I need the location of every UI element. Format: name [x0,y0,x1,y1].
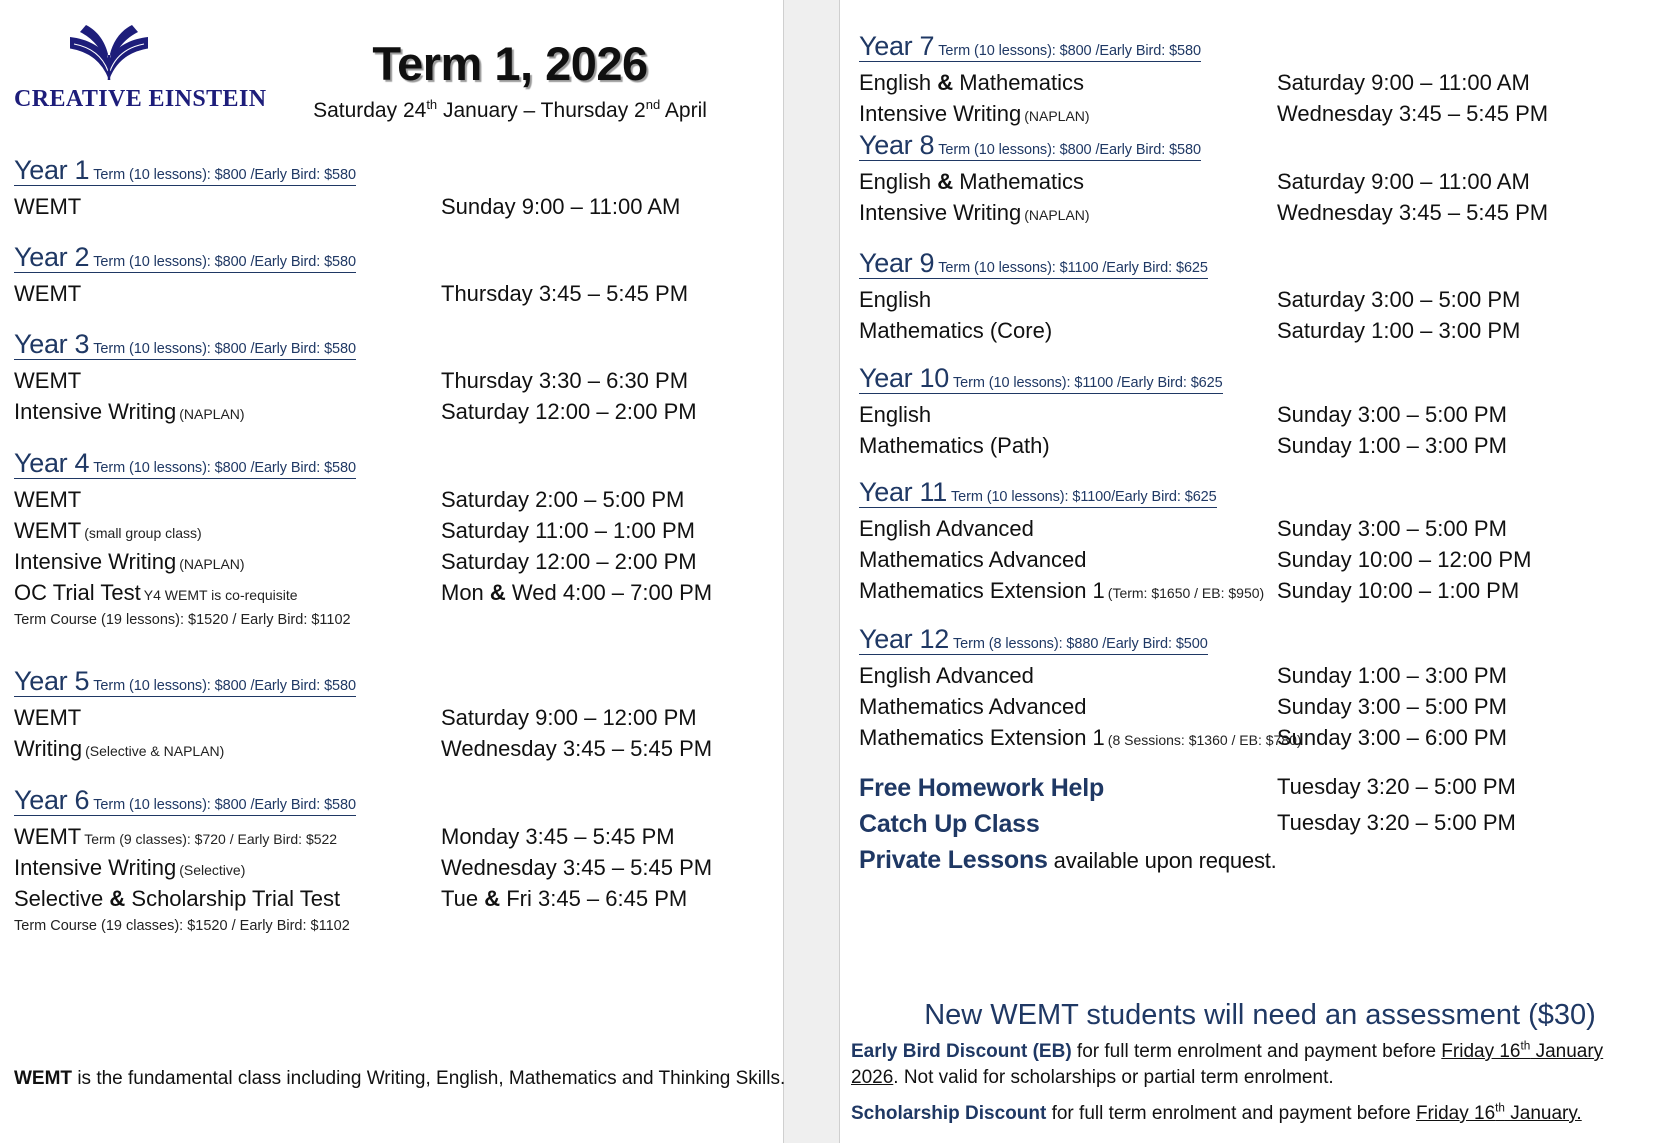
class-time: Sunday 1:00 – 3:00 PM [1277,433,1507,459]
class-time: Saturday 12:00 – 2:00 PM [441,549,697,575]
year-name: Year 9 [859,248,935,278]
class-name: WEMT [14,705,82,731]
class-name: OC Trial Test Y4 WEMT is co-requisite [14,580,298,606]
class-note: Term (9 classes): $720 / Early Bird: $522 [84,831,338,848]
year-block [0,156,783,225]
year-block [841,625,1679,756]
scholarship-date-ordinal: th [1495,1101,1505,1115]
dates-ordinal-2: nd [645,97,661,112]
year-price: Term (10 lessons): $800 /Early Bird: $580 [938,43,1201,59]
year-heading [859,625,1208,655]
class-name: Intensive Writing (Selective) [14,855,246,881]
class-name: WEMT [14,368,82,394]
extra-row [841,810,1679,841]
early-bird-date-day: Friday 16 [1441,1041,1521,1062]
scholarship-date-link [1416,1103,1582,1124]
year-heading [14,786,356,816]
class-row [0,368,783,399]
class-row [841,547,1679,578]
class-time: Saturday 3:00 – 5:00 PM [1277,287,1521,313]
class-row [841,287,1679,318]
class-row [0,736,783,767]
class-note: (NAPLAN) [179,556,245,573]
class-time: Sunday 3:00 – 6:00 PM [1277,725,1507,751]
year-sub-note: Term Course (19 lessons): $1520 / Early Bird: $1102 [14,612,351,629]
early-bird-date-month: January [1530,1041,1604,1062]
year-heading [14,243,356,273]
year-rows [841,169,1679,231]
year-heading [859,131,1201,161]
class-row [0,281,783,312]
year-block [841,364,1679,464]
year-heading [14,156,356,186]
extra-tail: available upon request. [1047,848,1277,873]
year-price: Term (10 lessons): $1100 /Early Bird: $625 [953,375,1223,391]
class-time: Saturday 9:00 – 12:00 PM [441,705,697,731]
year-heading [14,667,356,697]
dates-prefix: Saturday 24 [313,99,427,122]
class-row [0,518,783,549]
class-time: Saturday 9:00 – 11:00 AM [1277,169,1530,195]
class-row [841,200,1679,231]
class-row [841,663,1679,694]
year-rows [0,487,783,628]
class-row [0,824,783,855]
class-name: Intensive Writing (NAPLAN) [14,399,245,425]
brand-logo [14,22,267,113]
year-price: Term (10 lessons): $800 /Early Bird: $580 [93,254,356,270]
column-divider [783,0,840,1143]
class-name: WEMT [14,281,82,307]
year-block [0,330,783,430]
year-rows [841,402,1679,464]
year-name: Year 12 [859,624,949,654]
brand-name: CREATIVE EINSTEIN [14,86,267,112]
year-price: Term (10 lessons): $800 /Early Bird: $580 [93,167,356,183]
class-row [0,194,783,225]
class-name: Mathematics Extension 1 (Term: $1650 / EB: $950) [859,578,1265,604]
scholarship-text-1: for full term enrolment and payment before [1046,1103,1416,1124]
class-row [841,433,1679,464]
open-book-icon [56,22,162,84]
extra-row [841,774,1679,805]
class-name: English & Mathematics [859,70,1084,96]
early-bird-date-year: 2026 [851,1066,894,1088]
year-rows [0,824,783,934]
class-row [841,70,1679,101]
year-heading [859,478,1217,508]
extra-label: Free Homework Help [859,774,1105,802]
scholarship-date-day: Friday 16 [1415,1103,1496,1124]
class-name: English & Mathematics [859,169,1084,195]
year-block [0,667,783,767]
year-price: Term (10 lessons): $1100 /Early Bird: $625 [938,260,1208,276]
class-row [841,725,1679,756]
class-name: English [859,287,932,313]
class-time: Saturday 12:00 – 2:00 PM [441,399,697,425]
year-name: Year 8 [859,130,935,160]
wemt-footnote [14,1068,785,1090]
early-bird-text-1: for full term enrolment and payment before [1071,1041,1442,1062]
year-rows [0,368,783,430]
class-time: Saturday 1:00 – 3:00 PM [1277,318,1521,344]
year-rows [841,516,1679,609]
year-rows [841,287,1679,349]
dates-ordinal-1: th [426,97,438,112]
year-price: Term (10 lessons): $800 /Early Bird: $580 [938,142,1201,158]
early-bird-text-2: . Not valid for scholarships or partial term enrolment. [893,1066,1334,1088]
year-heading [14,449,356,479]
class-name: Mathematics (Path) [859,433,1050,459]
year-name: Year 2 [14,242,90,272]
class-note: (Term: $1650 / EB: $950) [1107,585,1265,602]
class-note: (Selective & NAPLAN) [85,743,225,760]
year-block [0,449,783,628]
term-dates [250,99,770,123]
class-row [0,886,783,917]
right-column [841,0,1679,1143]
extra-label: Private Lessons available upon request. [859,846,1277,874]
year-name: Year 5 [14,666,90,696]
class-name: WEMT [14,487,82,513]
class-time: Wednesday 3:45 – 5:45 PM [441,736,713,762]
year-rows [0,705,783,767]
class-time: Saturday 2:00 – 5:00 PM [441,487,685,513]
class-time: Sunday 10:00 – 1:00 PM [1277,578,1520,604]
year-name: Year 7 [859,31,935,61]
year-name: Year 6 [14,785,90,815]
year-price: Term (10 lessons): $800 /Early Bird: $580 [93,341,356,357]
extra-label: Catch Up Class [859,810,1040,838]
class-name: Intensive Writing (NAPLAN) [859,101,1090,127]
class-name: Mathematics Extension 1 (8 Sessions: $1360 / EB: $780) [859,725,1302,751]
year-block [841,249,1679,349]
class-name: WEMT Term (9 classes): $720 / Early Bird: $522 [14,824,338,850]
class-row [841,169,1679,200]
class-row [0,487,783,518]
year-block [841,131,1679,231]
class-note: (NAPLAN) [1024,207,1090,224]
year-name: Year 1 [14,155,90,185]
class-row [841,318,1679,349]
class-row [841,101,1679,132]
page-title: Term 1, 2026 [372,37,648,90]
class-time: Thursday 3:30 – 6:30 PM [441,368,689,394]
class-row [0,549,783,580]
year-price: Term (10 lessons): $800 /Early Bird: $580 [93,678,356,694]
wemt-footnote-bold: WEMT [14,1068,73,1089]
early-bird-date-link [1441,1041,1603,1062]
class-time: Wednesday 3:45 – 5:45 PM [441,855,713,881]
dates-mid: January – Thursday 2 [437,99,646,122]
class-note: (Selective) [179,862,246,879]
year-block [841,478,1679,609]
class-name: Intensive Writing (NAPLAN) [14,549,245,575]
year-rows [0,194,783,225]
class-name: Intensive Writing (NAPLAN) [859,200,1090,226]
class-note: (8 Sessions: $1360 / EB: $780) [1107,732,1302,749]
class-name: English [859,402,932,428]
class-time: Sunday 10:00 – 12:00 PM [1277,547,1532,573]
class-row [0,399,783,430]
class-name: Writing (Selective & NAPLAN) [14,736,225,762]
class-row [841,402,1679,433]
year-name: Year 11 [859,477,947,507]
class-time: Wednesday 3:45 – 5:45 PM [1277,200,1549,226]
class-time: Sunday 3:00 – 5:00 PM [1277,516,1507,542]
class-note: (NAPLAN) [179,406,245,423]
class-note: Y4 WEMT is co-requisite [143,587,298,604]
class-time: Sunday 9:00 – 11:00 AM [441,194,681,220]
class-time: Sunday 1:00 – 3:00 PM [1277,663,1507,689]
year-name: Year 3 [14,329,90,359]
wemt-footnote-rest: is the fundamental class including Writing, English, Mathematics and Thinking Skills. [72,1068,786,1089]
year-heading [14,330,356,360]
year-name: Year 4 [14,448,90,478]
class-time: Sunday 3:00 – 5:00 PM [1277,694,1507,720]
year-rows [841,70,1679,132]
early-bird-label: Early Bird Discount (EB) [851,1041,1072,1062]
class-name: Mathematics (Core) [859,318,1053,344]
dates-suffix: April [660,99,707,122]
class-row [841,516,1679,547]
class-name: Selective & Scholarship Trial Test [14,886,341,912]
class-time: Thursday 3:45 – 5:45 PM [441,281,689,307]
class-row [0,855,783,886]
year-price: Term (8 lessons): $880 /Early Bird: $500 [953,636,1208,652]
year-heading [859,364,1223,394]
class-time: Monday 3:45 – 5:45 PM [441,824,675,850]
scholarship-date-month: January. [1504,1103,1582,1124]
extra-time: Tuesday 3:20 – 5:00 PM [1277,810,1516,835]
scholarship-discount [851,1101,1661,1127]
year-price: Term (10 lessons): $1100/Early Bird: $625 [950,489,1217,505]
extra-time: Tuesday 3:20 – 5:00 PM [1277,774,1516,799]
early-bird-date-ordinal: th [1520,1039,1531,1053]
class-time: Tue & Fri 3:45 – 6:45 PM [441,886,688,912]
year-price: Term (10 lessons): $800 /Early Bird: $580 [93,797,356,813]
assessment-notice: New WEMT students will need an assessment ($30) [924,999,1596,1031]
class-time: Sunday 3:00 – 5:00 PM [1277,402,1507,428]
class-note: (small group class) [84,525,202,542]
year-name: Year 10 [859,363,949,393]
class-name: Mathematics Advanced [859,547,1087,573]
year-block [841,32,1679,132]
class-name: English Advanced [859,516,1034,542]
class-name: Mathematics Advanced [859,694,1087,720]
year-rows [0,281,783,312]
class-name: English Advanced [859,663,1034,689]
class-note: (NAPLAN) [1024,108,1090,125]
class-time: Mon & Wed 4:00 – 7:00 PM [441,580,713,606]
class-name: WEMT [14,194,82,220]
year-block [0,786,783,934]
class-name: WEMT (small group class) [14,518,202,544]
class-row [0,705,783,736]
year-sub-note: Term Course (19 classes): $1520 / Early Bird: $1102 [14,918,350,935]
year-block [0,243,783,312]
scholarship-label: Scholarship Discount [851,1103,1047,1124]
left-column [0,0,786,1143]
year-heading [859,32,1201,62]
class-row [0,580,783,611]
class-time: Saturday 9:00 – 11:00 AM [1277,70,1530,96]
extra-row [841,846,1679,877]
class-row [841,578,1679,609]
year-heading [859,249,1208,279]
year-price: Term (10 lessons): $800 /Early Bird: $580 [93,460,356,476]
early-bird-discount [851,1039,1661,1090]
class-row [841,694,1679,725]
class-time: Wednesday 3:45 – 5:45 PM [1277,101,1549,127]
class-time: Saturday 11:00 – 1:00 PM [441,518,695,544]
year-rows [841,663,1679,756]
